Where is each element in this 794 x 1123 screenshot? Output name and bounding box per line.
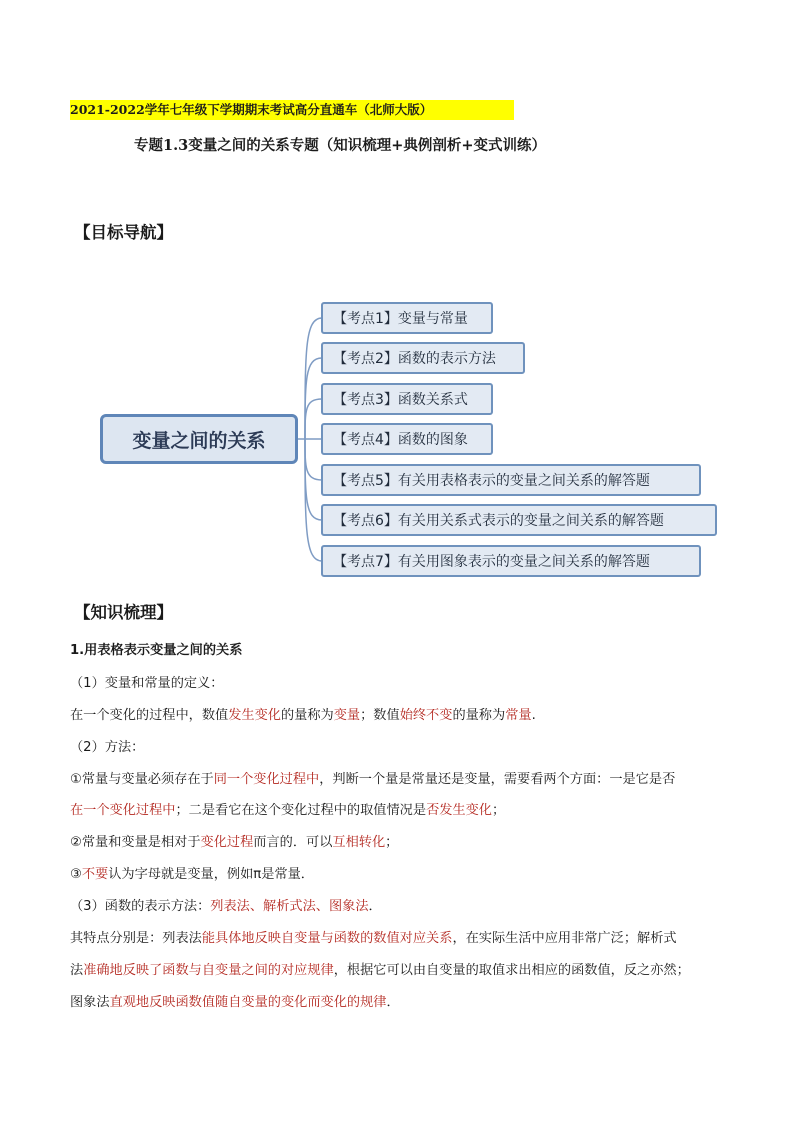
text-run: ，判断一个量是常量还是变量，需要看两个方面：一是它是否 (319, 772, 676, 787)
mind-map-branch-4: 【考点4】函数的图象 (321, 423, 493, 455)
text-run: ； (492, 803, 506, 818)
text-run: 认为字母就是变量，例如π是常量． (108, 867, 314, 882)
text-run: ①常量与变量必须存在于 (70, 772, 214, 787)
section-heading-knowledge: 【知识梳理】 (74, 603, 173, 622)
knowledge-subheading: 1.用表格表示变量之间的关系 (70, 643, 243, 658)
document-title: 专题1.3变量之间的关系专题（知识梳理+典例剖析+变式训练） (134, 137, 547, 154)
section-heading-navigation: 【目标导航】 (74, 223, 173, 242)
text-run: ． (386, 995, 400, 1010)
text-run: 而言的．可以 (253, 835, 333, 850)
emphasis-text: 变量 (333, 708, 361, 723)
document-header-banner: 2021-2022学年七年级下学期期末考试高分直通车（北师大版） (70, 100, 514, 120)
emphasis-text: 始终不变 (399, 708, 453, 723)
knowledge-line-3: （2）方法： (70, 740, 145, 755)
emphasis-text: 否发生变化 (426, 803, 492, 818)
text-run: ；数值 (360, 708, 400, 723)
mind-map-branch-3: 【考点3】函数关系式 (321, 383, 493, 415)
emphasis-text: 列表法、解析式法、图象法 (210, 899, 369, 914)
connector-branch-3 (305, 399, 322, 439)
text-run: ；二是看它在这个变化过程中的取值情况是 (175, 803, 427, 818)
mind-map-branch-5: 【考点5】有关用表格表示的变量之间关系的解答题 (321, 464, 701, 496)
text-run: ； (385, 835, 399, 850)
knowledge-line-8 (70, 897, 730, 917)
text-run: ③ (70, 867, 82, 882)
knowledge-line-11 (70, 993, 730, 1013)
text-run: ，根据它可以由自变量的取值求出相应的函数值，反之亦然； (333, 963, 690, 978)
mind-map-branch-7: 【考点7】有关用图象表示的变量之间关系的解答题 (321, 545, 701, 577)
connector-branch-5 (305, 439, 322, 480)
text-run: 的量称为 (281, 708, 334, 723)
mind-map-central-node: 变量之间的关系 (100, 414, 298, 464)
knowledge-line-7 (70, 865, 730, 885)
knowledge-line-4 (70, 770, 730, 790)
knowledge-line-6 (70, 833, 730, 853)
text-run: 在一个变化的过程中，数值 (70, 708, 229, 723)
knowledge-line-5 (70, 801, 730, 821)
emphasis-text: 不要 (81, 867, 109, 882)
text-run: （3）函数的表示方法： (70, 899, 211, 914)
text-run: . (531, 708, 536, 723)
emphasis-text: 直观地反映函数值随自变量的变化而变化的规律 (109, 995, 387, 1010)
emphasis-text: 发生变化 (228, 708, 281, 723)
mind-map (0, 290, 794, 590)
text-run: 法 (70, 963, 84, 978)
mind-map-branch-2: 【考点2】函数的表示方法 (321, 342, 525, 374)
text-run: 其特点分别是：列表法 (70, 931, 202, 946)
knowledge-line-9 (70, 929, 730, 949)
mind-map-branch-6: 【考点6】有关用关系式表示的变量之间关系的解答题 (321, 504, 717, 536)
text-run: 的量称为 (452, 708, 506, 723)
emphasis-text: 互相转化 (332, 835, 386, 850)
emphasis-text: 变化过程 (200, 835, 254, 850)
emphasis-text: 常量 (505, 708, 532, 723)
knowledge-line-10 (70, 961, 730, 981)
mind-map-branch-1: 【考点1】变量与常量 (321, 302, 493, 334)
knowledge-line-1: （1）变量和常量的定义： (70, 676, 224, 691)
emphasis-text: 同一个变化过程中 (213, 772, 320, 787)
text-run: ． (368, 899, 382, 914)
text-run: ②常量和变量是相对于 (70, 835, 201, 850)
knowledge-line-2 (70, 706, 730, 726)
text-run: ，在实际生活中应用非常广泛；解析式 (452, 931, 677, 946)
text-run: 图象法 (70, 995, 110, 1010)
emphasis-text: 准确地反映了函数与自变量之间的对应规律 (83, 963, 334, 978)
emphasis-text: 能具体地反映自变量与函数的数值对应关系 (201, 931, 453, 946)
emphasis-text: 在一个变化过程中 (70, 803, 176, 818)
